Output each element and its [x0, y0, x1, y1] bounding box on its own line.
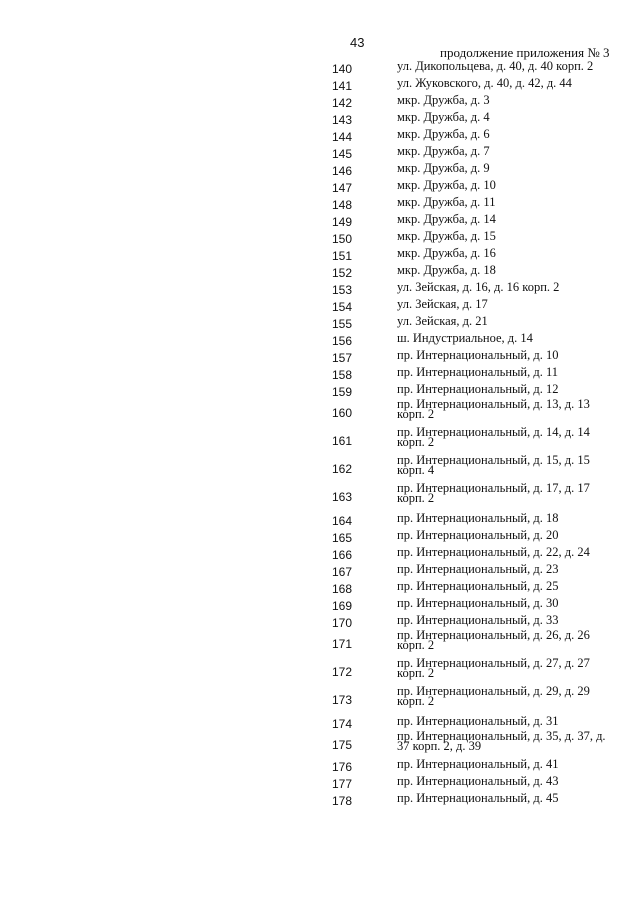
address-text: пр. Интернациональный, д. 15, д. 15 корп. 4 [397, 453, 590, 477]
row-number: 149 [332, 215, 353, 229]
list-item [0, 528, 640, 545]
row-number: 152 [332, 266, 353, 280]
row-number: 151 [332, 249, 353, 263]
row-number: 172 [332, 665, 353, 679]
address-text: мкр. Дружба, д. 9 [397, 161, 490, 175]
address-text: пр. Интернациональный, д. 43 [397, 774, 559, 788]
row-number: 171 [332, 637, 353, 651]
row-number: 150 [332, 232, 353, 246]
list-item [0, 774, 640, 791]
row-number: 142 [332, 96, 353, 110]
address-text: пр. Интернациональный, д. 30 [397, 596, 559, 610]
row-number: 159 [332, 385, 353, 399]
row-number: 175 [332, 738, 353, 752]
row-number: 166 [332, 548, 353, 562]
list-item [0, 246, 640, 263]
list-item [0, 212, 640, 229]
list-item [0, 178, 640, 195]
list-item [0, 297, 640, 314]
row-number: 144 [332, 130, 353, 144]
address-text: ул. Жуковского, д. 40, д. 42, д. 44 [397, 76, 572, 90]
address-text: пр. Интернациональный, д. 23 [397, 562, 559, 576]
list-item [0, 144, 640, 161]
list-item [0, 757, 640, 774]
list-item [0, 596, 640, 613]
address-text: пр. Интернациональный, д. 18 [397, 511, 559, 525]
address-text: пр. Интернациональный, д. 41 [397, 757, 559, 771]
address-text: пр. Интернациональный, д. 27, д. 27 корп. 2 [397, 656, 590, 680]
row-number: 165 [332, 531, 353, 545]
list-item [0, 658, 640, 686]
address-text: пр. Интернациональный, д. 10 [397, 348, 559, 362]
list-item [0, 630, 640, 658]
address-text: пр. Интернациональный, д. 31 [397, 714, 559, 728]
address-text: мкр. Дружба, д. 4 [397, 110, 490, 124]
address-text: мкр. Дружба, д. 14 [397, 212, 496, 226]
list-item [0, 314, 640, 331]
list-item [0, 59, 640, 76]
row-number: 174 [332, 717, 353, 731]
row-number: 177 [332, 777, 353, 791]
row-number: 141 [332, 79, 353, 93]
list-item [0, 331, 640, 348]
list-item [0, 263, 640, 280]
row-number: 176 [332, 760, 353, 774]
list-item [0, 229, 640, 246]
row-number: 143 [332, 113, 353, 127]
list-item [0, 791, 640, 808]
list-item [0, 455, 640, 483]
address-text: ш. Индустриальное, д. 14 [397, 331, 533, 345]
address-text: мкр. Дружба, д. 6 [397, 127, 490, 141]
row-number: 156 [332, 334, 353, 348]
list-item [0, 545, 640, 562]
row-number: 157 [332, 351, 353, 365]
address-text: пр. Интернациональный, д. 25 [397, 579, 559, 593]
list-item [0, 195, 640, 212]
row-number: 167 [332, 565, 353, 579]
row-number: 164 [332, 514, 353, 528]
address-text: ул. Зейская, д. 17 [397, 297, 488, 311]
address-text: пр. Интернациональный, д. 29, д. 29 корп. 2 [397, 684, 590, 708]
address-text: пр. Интернациональный, д. 22, д. 24 [397, 545, 590, 559]
list-item [0, 161, 640, 178]
row-number: 173 [332, 693, 353, 707]
address-text: пр. Интернациональный, д. 20 [397, 528, 559, 542]
address-text: пр. Интернациональный, д. 11 [397, 365, 558, 379]
list-item [0, 76, 640, 93]
row-number: 163 [332, 490, 353, 504]
row-number: 155 [332, 317, 353, 331]
address-text: пр. Интернациональный, д. 33 [397, 613, 559, 627]
address-text: пр. Интернациональный, д. 35, д. 37, д. 37 корп. 2, д. 39 [397, 729, 606, 753]
address-text: мкр. Дружба, д. 10 [397, 178, 496, 192]
list-item [0, 348, 640, 365]
address-text: пр. Интернациональный, д. 45 [397, 791, 559, 805]
list-item [0, 93, 640, 110]
address-text: пр. Интернациональный, д. 14, д. 14 корп. 2 [397, 425, 590, 449]
address-text: пр. Интернациональный, д. 12 [397, 382, 559, 396]
address-text: ул. Зейская, д. 21 [397, 314, 488, 328]
list-item [0, 562, 640, 579]
address-text: пр. Интернациональный, д. 13, д. 13 корп. 2 [397, 397, 590, 421]
list-item [0, 110, 640, 127]
list-item [0, 399, 640, 427]
row-number: 145 [332, 147, 353, 161]
address-text: мкр. Дружба, д. 3 [397, 93, 490, 107]
row-number: 140 [332, 62, 353, 76]
address-list [0, 59, 640, 808]
row-number: 160 [332, 406, 353, 420]
address-text: пр. Интернациональный, д. 26, д. 26 корп. 2 [397, 628, 590, 652]
list-item [0, 365, 640, 382]
row-number: 169 [332, 599, 353, 613]
address-text: пр. Интернациональный, д. 17, д. 17 корп. 2 [397, 481, 590, 505]
row-number: 147 [332, 181, 353, 195]
row-number: 158 [332, 368, 353, 382]
row-number: 146 [332, 164, 353, 178]
list-item [0, 483, 640, 511]
row-number: 178 [332, 794, 353, 808]
row-number: 154 [332, 300, 353, 314]
list-item [0, 427, 640, 455]
address-text: мкр. Дружба, д. 15 [397, 229, 496, 243]
list-item [0, 579, 640, 596]
row-number: 148 [332, 198, 353, 212]
row-number: 161 [332, 434, 353, 448]
list-item [0, 511, 640, 528]
page-number: 43 [350, 35, 365, 50]
list-item [0, 280, 640, 297]
address-text: ул. Зейская, д. 16, д. 16 корп. 2 [397, 280, 560, 294]
list-item [0, 127, 640, 144]
list-item [0, 686, 640, 714]
row-number: 153 [332, 283, 353, 297]
list-item [0, 731, 640, 757]
row-number: 168 [332, 582, 353, 596]
address-text: мкр. Дружба, д. 18 [397, 263, 496, 277]
appendix-continuation-note: продолжение приложения № 3 [440, 45, 610, 60]
address-text: мкр. Дружба, д. 16 [397, 246, 496, 260]
address-text: ул. Дикопольцева, д. 40, д. 40 корп. 2 [397, 59, 594, 73]
row-number: 162 [332, 462, 353, 476]
address-text: мкр. Дружба, д. 7 [397, 144, 490, 158]
row-number: 170 [332, 616, 353, 630]
address-text: мкр. Дружба, д. 11 [397, 195, 496, 209]
